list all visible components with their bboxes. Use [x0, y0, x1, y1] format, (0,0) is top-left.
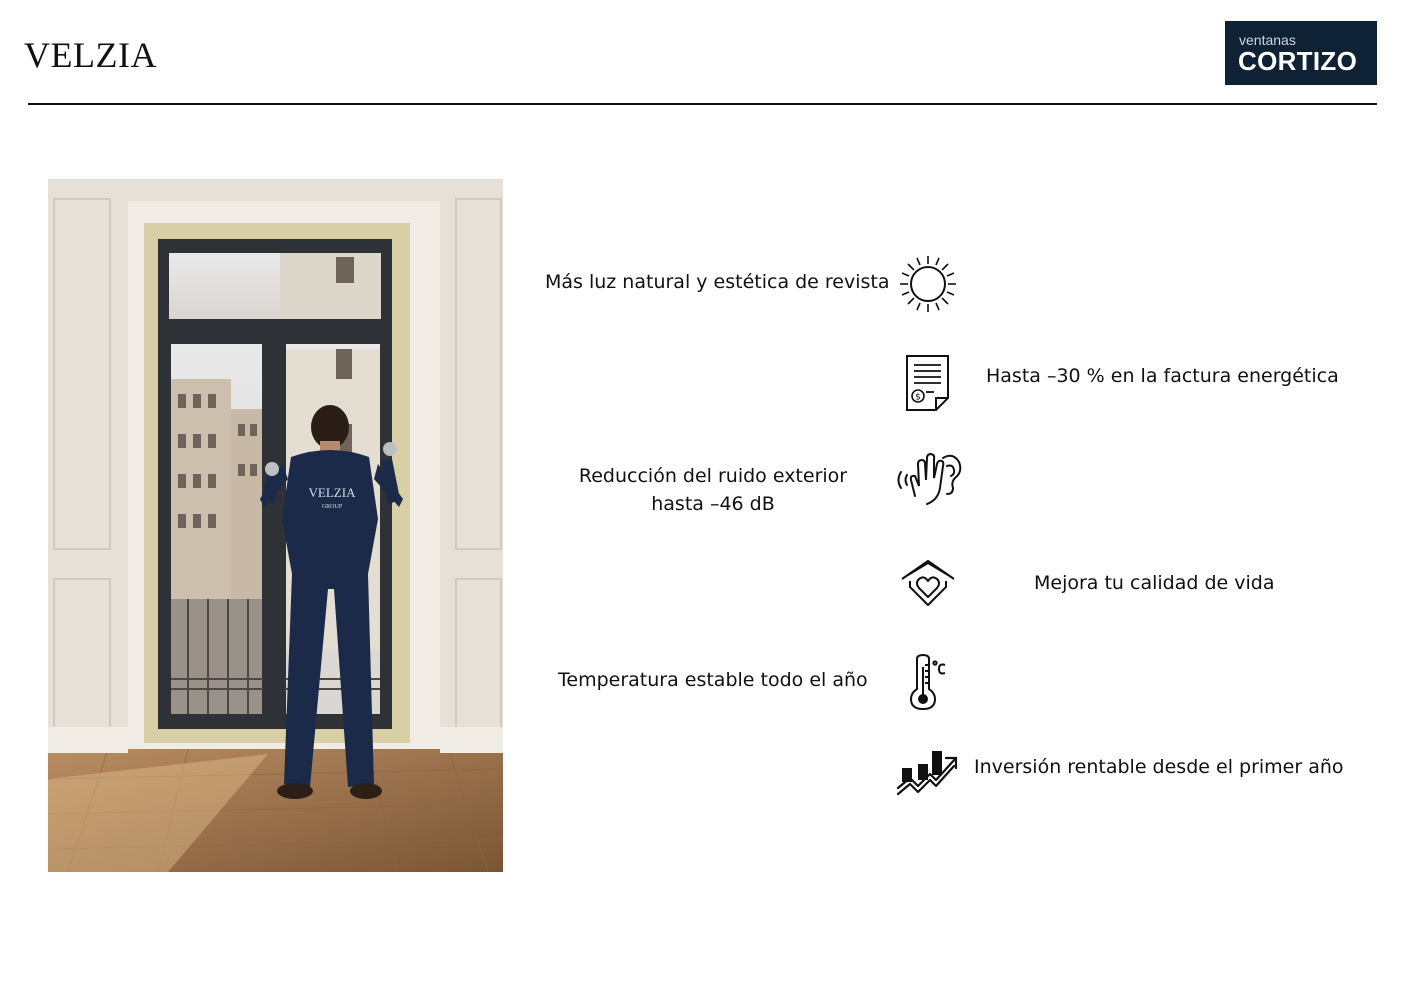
feature-temperature: Temperatura estable todo el año [558, 669, 868, 691]
feature-noise-line1: Reducción del ruido exterior [578, 465, 848, 487]
svg-text:$: $ [915, 392, 921, 403]
logo-line2: CORTIZO [1238, 46, 1358, 76]
ear-sound-icon [893, 450, 963, 512]
overalls-print: VELZIA [308, 485, 356, 500]
installer-window-photo [48, 179, 503, 872]
feature-quality: Mejora tu calidad de vida [1034, 572, 1275, 594]
cortizo-logo [1225, 21, 1377, 85]
invoice-icon [904, 354, 952, 416]
brand-wordmark: VELZIA [24, 35, 157, 75]
header-divider [28, 103, 1377, 105]
home-heart-icon [900, 557, 956, 613]
feature-noise-line2: hasta –46 dB [651, 493, 775, 515]
growth-chart-icon [896, 748, 960, 802]
feature-light: Más luz natural y estética de revista [545, 271, 890, 293]
logo-line1: ventanas [1239, 32, 1296, 48]
feature-noise [563, 462, 863, 518]
feature-investment: Inversión rentable desde el primer año [974, 756, 1344, 778]
overalls-subprint: GROUP [321, 504, 343, 510]
sun-icon [898, 254, 958, 318]
thermometer-icon [905, 653, 949, 715]
feature-energy: Hasta –30 % en la factura energética [986, 365, 1339, 387]
